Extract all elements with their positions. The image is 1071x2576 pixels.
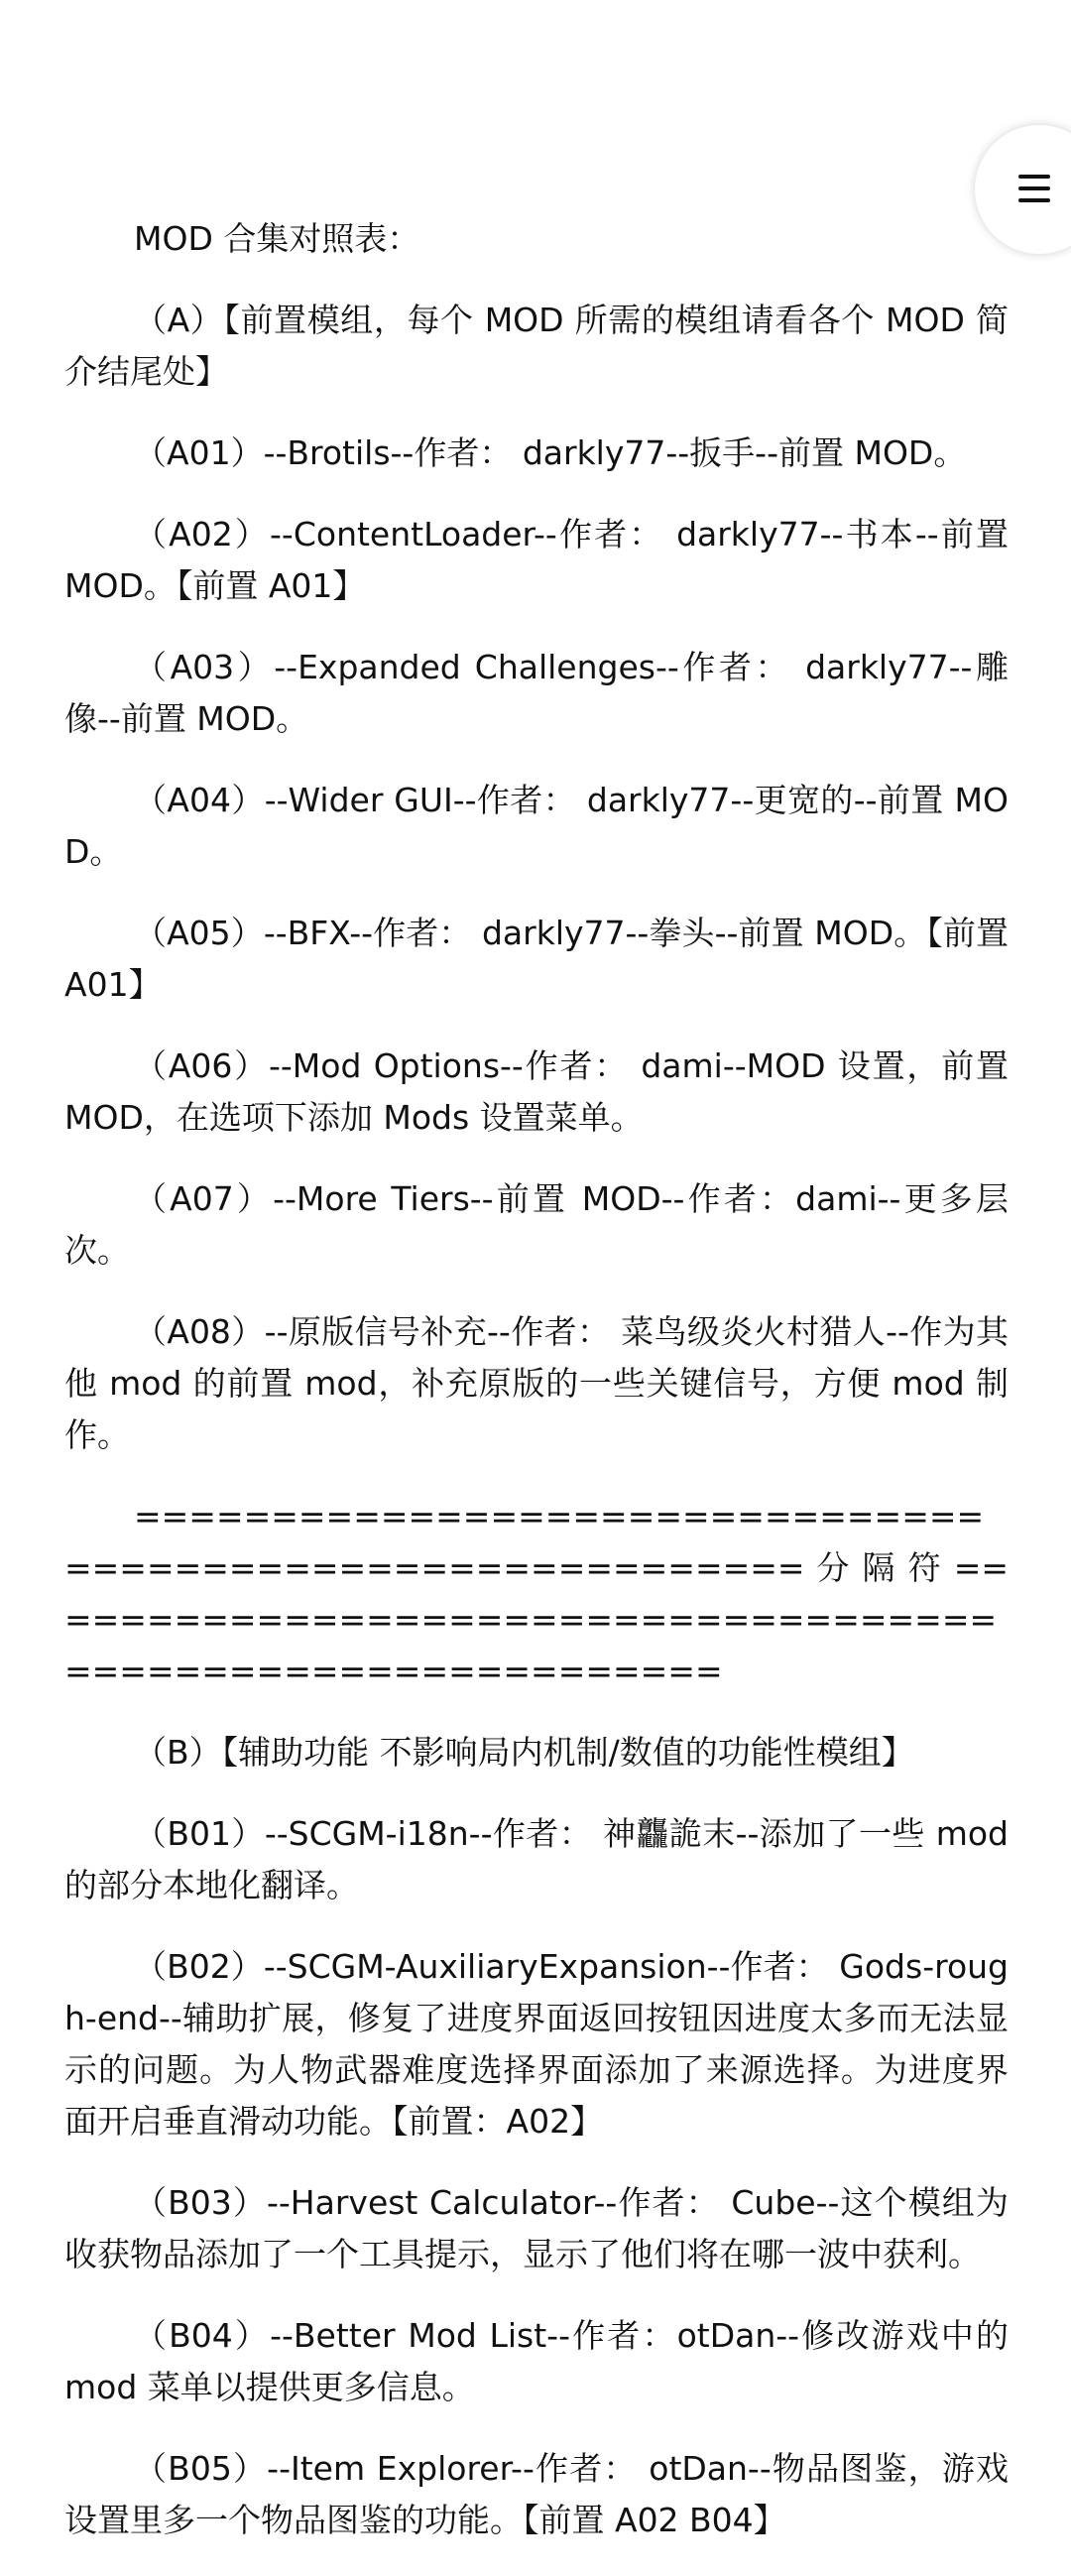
paragraph-b04: （B04）--Better Mod List--作者：otDan--修改游戏中的 mod 菜单以提供更多信息。	[64, 2316, 1009, 2406]
separator-line: ========================================================== 分 隔 符 ============================================================	[64, 1497, 1009, 1690]
menu-icon	[1018, 173, 1050, 204]
paragraph-a07: （A07）--More Tiers--前置 MOD--作者：dami--更多层次。	[64, 1179, 1009, 1270]
paragraph-a06: （A06）--Mod Options--作者： dami--MOD 设置，前置 MOD，在选项下添加 Mods 设置菜单。	[64, 1046, 1009, 1137]
paragraph-b: （B）【辅助功能 不影响局内机制/数值的功能性模组】	[134, 1733, 914, 1772]
paragraph-b01: （B01）--SCGM-i18n--作者： 神龘詭末--添加了一些 mod 的部分本地化翻译。	[64, 1814, 1009, 1904]
paragraph-b02: （B02）--SCGM-AuxiliaryExpansion--作者： Gods-rough-end--辅助扩展，修复了进度界面返回按钮因进度太多而无法显示的问题。为人物武器难度选择界面添加了来源选择。为进度界面开启垂直滑动功能。【前置：A02】	[64, 1947, 1009, 2141]
document-title: MOD 合集对照表：	[134, 219, 420, 258]
paragraph-a08: （A08）--原版信号补充--作者： 菜鸟级炎火村猎人--作为其他 mod 的前置 mod，补充原版的一些关键信号，方便 mod 制作。	[64, 1312, 1009, 1454]
paragraph-a05: （A05）--BFX--作者： darkly77--拳头--前置 MOD。【前置 A01】	[64, 914, 1009, 1004]
paragraph-a03: （A03）--Expanded Challenges--作者： darkly77--雕像--前置 MOD。	[64, 648, 1009, 738]
paragraph-b05: （B05）--Item Explorer--作者： otDan--物品图鉴，游戏设置里多一个物品图鉴的功能。【前置 A02 B04】	[64, 2449, 1009, 2539]
paragraph-a: （A）【前置模组，每个 MOD 所需的模组请看各个 MOD 简介结尾处】	[64, 301, 1009, 391]
paragraph-b03: （B03）--Harvest Calculator--作者： Cube--这个模组为收获物品添加了一个工具提示，显示了他们将在哪一波中获利。	[64, 2183, 1009, 2273]
paragraph-a01: （A01）--Brotils--作者： darkly77--扳手--前置 MOD。	[134, 433, 967, 472]
document-body	[64, 213, 1009, 2576]
paragraph-a02: （A02）--ContentLoader--作者： darkly77--书本--前置 MOD。【前置 A01】	[64, 515, 1009, 605]
paragraph-a04: （A04）--Wider GUI--作者： darkly77--更宽的--前置 MOD。	[64, 781, 1009, 871]
